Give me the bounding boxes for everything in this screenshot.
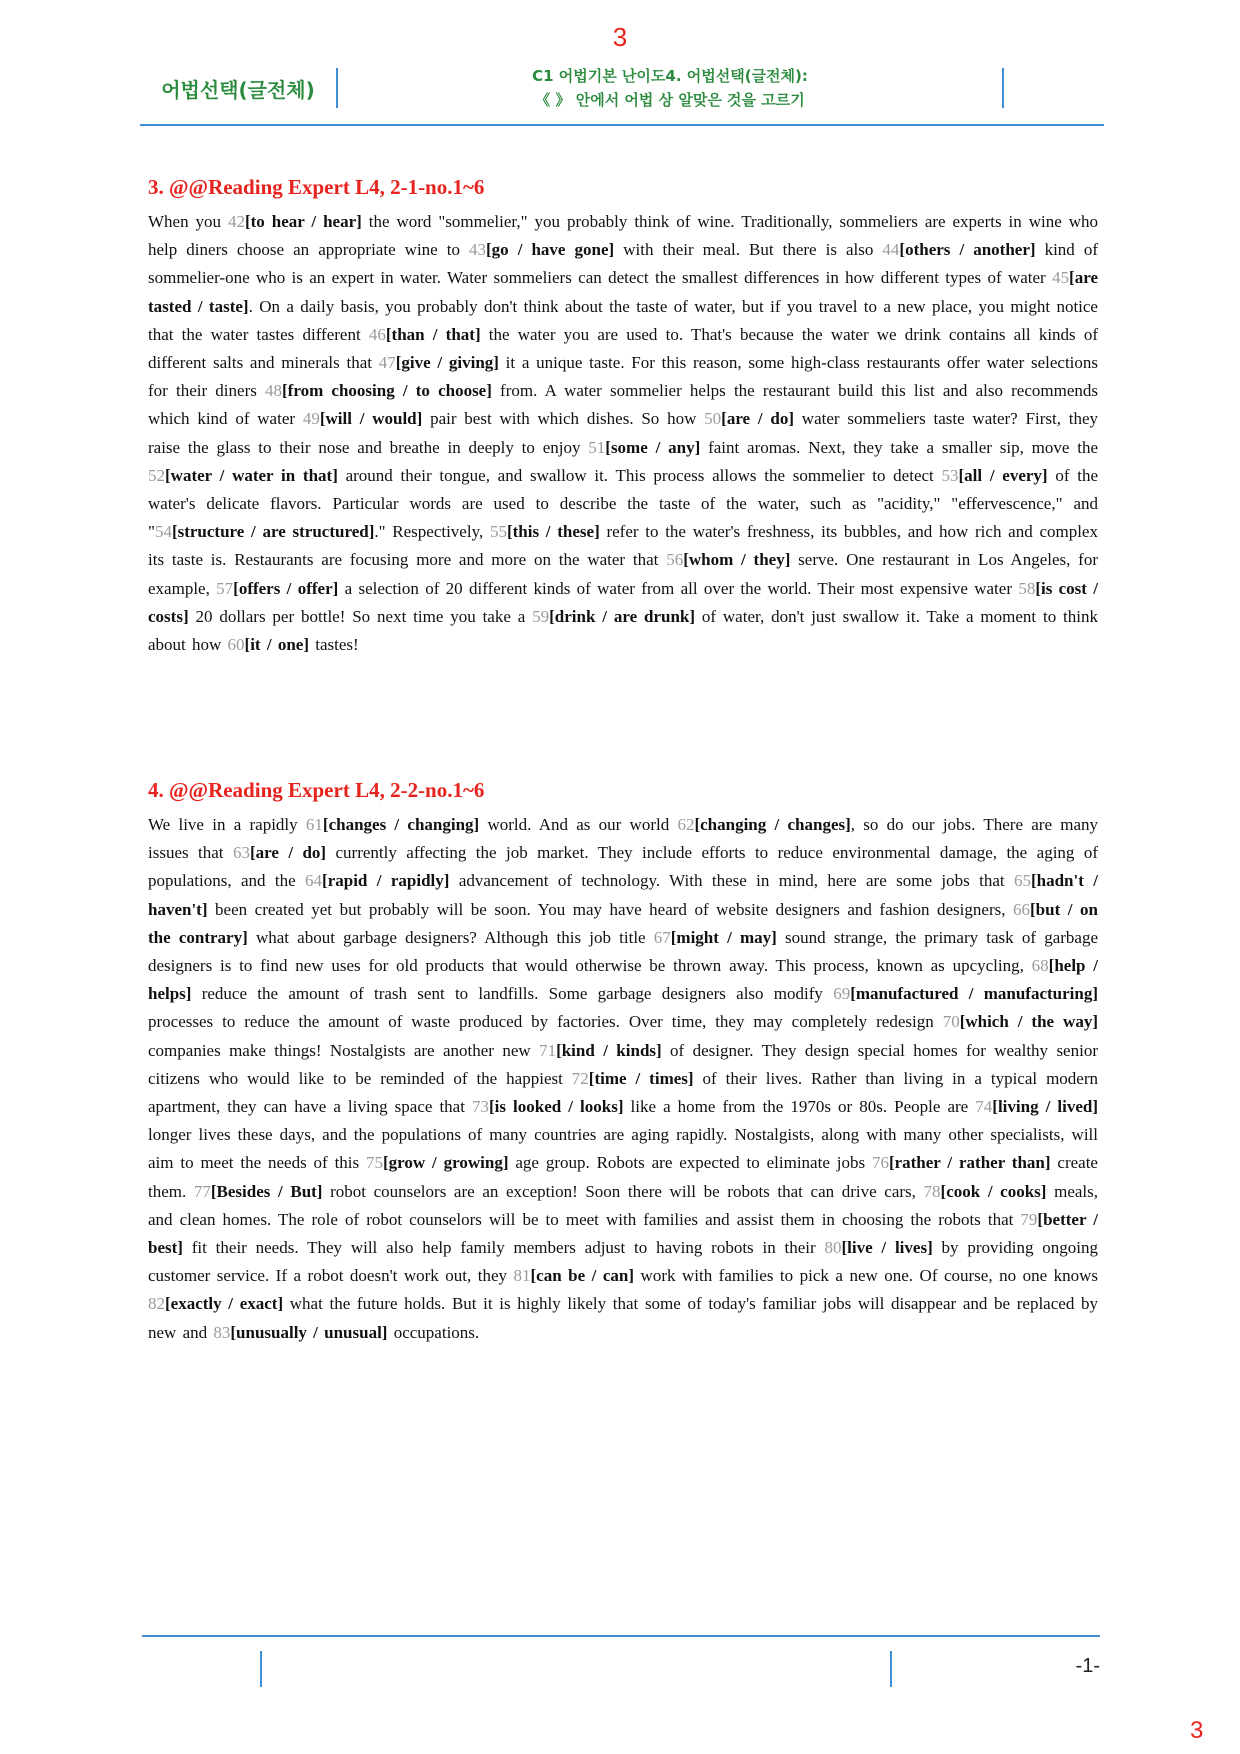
answer-choice: [this / these] <box>506 522 600 542</box>
answer-choice: [water / water in that] <box>165 465 338 485</box>
answer-choice: [than / that] <box>385 324 481 344</box>
question-number: 83 <box>213 1322 231 1342</box>
passage-segment: like a home from the 1970s or 80s. People are <box>623 1097 976 1117</box>
question-number: 48 <box>265 381 283 401</box>
answer-choice: [changes / changing] <box>322 815 480 834</box>
question-number: 79 <box>1020 1209 1038 1229</box>
passage-segment: 20 dollars per bottle! So next time you take a <box>188 606 533 626</box>
passage-segment: sound strange, the primary task of garbage designers is to find new uses for old products that would otherwise be thrown away. This process, known as upcycling, <box>148 927 1098 976</box>
answer-choice: [are / do] <box>721 409 795 429</box>
answer-choice: [grow / growing] <box>383 1153 509 1173</box>
header-description-line1: C1 어법기본 난이도4. 어법선택(글전체): <box>532 67 808 85</box>
question-number: 51 <box>588 437 606 457</box>
question-number: 54 <box>154 522 172 542</box>
question-number: 73 <box>472 1097 489 1117</box>
passage-text <box>148 811 1098 1347</box>
answer-choice: [offers / offer] <box>233 578 339 598</box>
section-4 <box>148 775 1098 1347</box>
passage-segment: , so do our jobs. There are many issues that <box>148 815 1099 863</box>
passage-segment: occupations. <box>387 1322 480 1342</box>
page-header <box>140 64 1104 126</box>
answer-choice: [hadn't / haven't] <box>148 871 1098 919</box>
question-number: 71 <box>539 1040 557 1060</box>
question-number: 70 <box>942 1012 960 1032</box>
answer-choice: [whom / they] <box>683 550 791 570</box>
section-3 <box>148 172 1098 659</box>
answer-choice: [are / do] <box>249 843 327 863</box>
passage-segment: the word "sommelier," you probably think of wine. Traditionally, sommeliers are experts in wine who help diners choose an appropriate wine to <box>148 212 1098 260</box>
section-title: 3. @@Reading Expert L4, 2-1-no.1~6 <box>148 175 485 199</box>
question-number: 60 <box>227 635 245 655</box>
passage-segment: world. And as our world <box>479 815 678 834</box>
passage-segment: serve. One restaurant in Los Angeles, for example, <box>148 550 1098 598</box>
page-marker-top: 3 <box>612 22 628 52</box>
passage-segment: reduce the amount of trash sent to landfills. Some garbage designers also modify <box>191 984 834 1004</box>
passage-text <box>148 208 1098 659</box>
header-divider <box>336 68 338 108</box>
answer-choice: [is cost / costs] <box>148 578 1098 626</box>
passage-segment: of water, don't just swallow it. Take a moment to think about how <box>148 606 1099 655</box>
answer-choice: [is looked / looks] <box>489 1097 624 1117</box>
question-number: 49 <box>302 409 320 429</box>
passage-segment: refer to the water's freshness, its bubbles, and how rich and complex its taste is. Restaurants are focusing more and more on the water that <box>148 522 1098 570</box>
answer-choice: [go / have gone] <box>486 240 615 260</box>
page-footer <box>142 1635 1100 1707</box>
answer-choice: [from choosing / to choose] <box>282 381 492 401</box>
passage-segment: pair best with which dishes. So how <box>422 409 705 429</box>
question-number: 67 <box>653 927 671 947</box>
answer-choice: [but / on the contrary] <box>148 899 1098 947</box>
question-number: 46 <box>368 324 386 344</box>
header-category: 어법선택(글전체) <box>161 77 315 102</box>
question-number: 55 <box>489 522 507 542</box>
answer-choice: [Besides / But] <box>210 1181 323 1201</box>
passage-segment: ." Respectively, <box>374 522 490 542</box>
passage-segment: by providing ongoing customer service. If a robot doesn't work out, they <box>148 1238 1098 1286</box>
question-number: 66 <box>1013 899 1031 919</box>
passage-segment: When you <box>148 212 228 231</box>
answer-choice: [give / giving] <box>395 353 499 373</box>
passage-segment: advancement of technology. With these in mind, here are some jobs that <box>449 871 1014 891</box>
passage-segment: kind of sommelier-one who is an expert in water. Water sommeliers can detect the smallest differences in how different types of water <box>148 240 1098 288</box>
question-number: 58 <box>1018 578 1036 598</box>
passage-segment: been created yet but probably will be soon. You may have heard of website designers and fashion designers, <box>207 899 1014 919</box>
question-number: 76 <box>871 1153 889 1173</box>
question-number: 44 <box>882 240 900 260</box>
passage-segment: a selection of 20 different kinds of water from all over the world. Their most expensive water <box>338 578 1019 598</box>
question-number: 62 <box>677 815 695 834</box>
answer-choice: [structure / are structured] <box>171 522 375 542</box>
passage-segment: currently affecting the job market. They include efforts to reduce environmental damage, the aging of populations, and the <box>148 843 1098 891</box>
question-number: 77 <box>193 1181 211 1201</box>
passage-segment: companies make things! Nostalgists are another new <box>148 1040 540 1060</box>
passage-segment: from. A water sommelier helps the restaurant build this list and also recommends which kind of water <box>148 381 1098 429</box>
question-number: 53 <box>941 465 959 485</box>
answer-choice: [rather / rather than] <box>888 1153 1051 1173</box>
passage-segment: faint aromas. Next, they take a smaller sip, move the <box>700 437 1098 457</box>
question-number: 78 <box>923 1181 941 1201</box>
header-divider <box>1002 68 1004 108</box>
question-number: 47 <box>378 353 396 373</box>
passage-segment: the water you are used to. That's because the water we drink contains all kinds of different salts and minerals that <box>148 324 1098 373</box>
passage-segment: We live in a rapidly <box>148 815 306 834</box>
header-description-line2: 《 》 안에서 어법 상 알맞은 것을 고르기 <box>535 91 805 109</box>
answer-choice: [help / helps] <box>148 956 1098 1004</box>
question-number: 68 <box>1031 956 1049 976</box>
answer-choice: [time / times] <box>588 1068 694 1088</box>
passage-segment: of designer. They design special homes for wealthy senior citizens who would like to be reminded of the happiest <box>148 1040 1098 1088</box>
answer-choice: [all / every] <box>958 465 1048 485</box>
answer-choice: [better / best] <box>148 1209 1098 1258</box>
question-number: 59 <box>532 606 550 626</box>
footer-divider <box>890 1651 892 1687</box>
question-number: 45 <box>1052 268 1070 288</box>
question-number: 80 <box>824 1238 842 1258</box>
question-number: 65 <box>1013 871 1031 891</box>
passage-segment: longer lives these days, and the populations of many countries are aging rapidly. Nostalgists, along with many other specialists, will aim to meet the needs of this <box>148 1125 1098 1173</box>
answer-choice: [cook / cooks] <box>940 1181 1047 1201</box>
answer-choice: [are tasted / taste] <box>148 268 1098 316</box>
page-number: -1- <box>1075 1655 1100 1677</box>
answer-choice: [might / may] <box>670 927 777 947</box>
passage-segment: around their tongue, and swallow it. This process allows the sommelier to detect <box>337 465 942 485</box>
answer-choice: [which / the way] <box>959 1012 1098 1032</box>
passage-segment: water sommeliers taste water? First, they raise the glass to their nose and breathe in deeply to enjoy <box>148 409 1098 457</box>
passage-segment: what the future holds. But it is highly likely that some of today's familiar jobs will disappear and be replaced by new and <box>148 1294 1098 1342</box>
passage-segment: work with families to pick a new one. Of course, no one knows <box>634 1266 1099 1286</box>
answer-choice: [some / any] <box>605 437 701 457</box>
question-number: 72 <box>571 1068 589 1088</box>
answer-choice: [unusually / unusual] <box>230 1322 388 1342</box>
answer-choice: [will / would] <box>319 409 423 429</box>
passage-segment: fit their needs. They will also help family members adjust to having robots in their <box>182 1238 825 1258</box>
question-number: 52 <box>148 465 165 485</box>
header-description <box>340 64 1000 114</box>
question-number: 61 <box>305 815 323 834</box>
answer-choice: [it / one] <box>244 635 309 655</box>
passage-segment: tastes! <box>308 635 359 655</box>
answer-choice: [kind / kinds] <box>556 1040 662 1060</box>
answer-choice: [live / lives] <box>841 1238 933 1258</box>
passage-segment: meals, and clean homes. The role of robot counselors will be to meet with families and assist them in choosing the robots that <box>148 1181 1098 1229</box>
passage-segment: create them. <box>148 1153 1098 1201</box>
question-number: 69 <box>833 984 851 1004</box>
question-number: 57 <box>216 578 234 598</box>
passage-segment: robot counselors are an exception! Soon there will be robots that can drive cars, <box>322 1181 924 1201</box>
page-marker-bottom: 3 <box>1190 1717 1204 1744</box>
answer-choice: [living / lived] <box>992 1097 1098 1117</box>
question-number: 43 <box>469 240 487 260</box>
passage-segment: what about garbage designers? Although this job title <box>247 927 654 947</box>
question-number: 42 <box>227 212 245 231</box>
answer-choice: [to hear / hear] <box>244 212 362 231</box>
passage-segment: processes to reduce the amount of waste produced by factories. Over time, they may completely redesign <box>148 1012 943 1032</box>
answer-choice: [can be / can] <box>530 1266 635 1286</box>
question-number: 82 <box>148 1294 165 1314</box>
answer-choice: [rapid / rapidly] <box>322 871 450 891</box>
question-number: 50 <box>704 409 722 429</box>
answer-choice: [manufactured / manufacturing] <box>850 984 1099 1004</box>
answer-choice: [changing / changes] <box>694 815 851 834</box>
footer-divider <box>260 1651 262 1687</box>
answer-choice: [exactly / exact] <box>165 1294 284 1314</box>
answer-choice: [others / another] <box>899 240 1036 260</box>
passage-segment: of their lives. Rather than living in a typical modern apartment, they can have a living space that <box>148 1068 1098 1117</box>
section-title: 4. @@Reading Expert L4, 2-2-no.1~6 <box>148 778 485 802</box>
passage-segment: . On a daily basis, you probably don't think about the taste of water, but if you travel to a new place, you might notice that the water tastes different <box>148 296 1098 344</box>
answer-choice: [drink / are drunk] <box>549 606 696 626</box>
question-number: 81 <box>513 1266 531 1286</box>
question-number: 56 <box>666 550 684 570</box>
passage-segment: it a unique taste. For this reason, some high-class restaurants offer water selections for their diners <box>148 353 1099 401</box>
passage-segment: with their meal. But there is also <box>614 240 883 260</box>
passage-segment: age group. Robots are expected to eliminate jobs <box>508 1153 872 1173</box>
passage-segment: of the water's delicate flavors. Particular words are used to describe the taste of the water, such as "acidity," "effervescence," and " <box>148 465 1098 542</box>
question-number: 63 <box>232 843 250 863</box>
question-number: 75 <box>366 1153 384 1173</box>
question-number: 74 <box>975 1097 993 1117</box>
question-number: 64 <box>305 871 323 891</box>
